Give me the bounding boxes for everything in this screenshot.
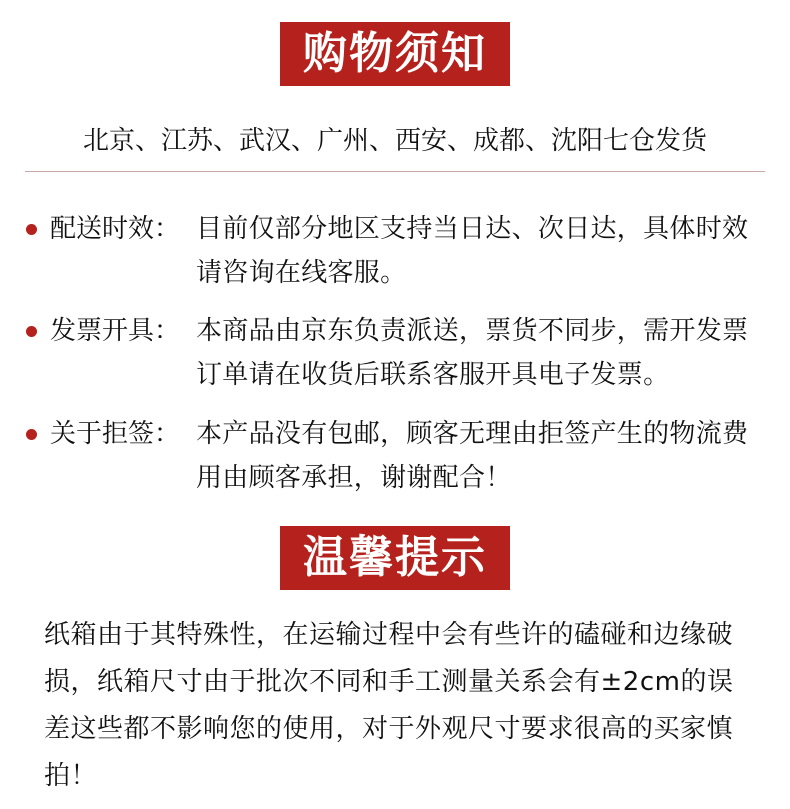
notice-item-text: 本商品由京东负责派送，票货不同步，需开发票订单请在收货后联系客服开具电子发票。 — [196, 316, 749, 390]
friendly-reminder-banner: 温馨提示 — [280, 526, 510, 590]
notice-item-label: 发票开具： — [50, 316, 181, 346]
notice-item-text: 目前仅部分地区支持当日达、次日达，具体时效请咨询在线客服。 — [196, 214, 749, 288]
bullet-dot-icon — [26, 429, 37, 440]
reminder-text: 纸箱由于其特殊性，在运输过程中会有些许的磕碰和边缘破损，纸箱尺寸由于批次不同和手工测量关系会有±2cm的误差这些都不影响您的使用，对于外观尺寸要求很高的买家慎拍！ — [44, 620, 734, 791]
bullet-dot-icon — [26, 224, 37, 235]
divider — [25, 171, 765, 172]
notice-item-label: 配送时效： — [50, 214, 181, 244]
warehouse-shipping-line: 北京、江苏、武汉、广州、西安、成都、沈阳七仓发货 — [82, 126, 707, 156]
notice-item-label: 关于拒签： — [50, 419, 181, 449]
purchase-notice-banner: 购物须知 — [280, 22, 510, 86]
notice-item-text: 本产品没有包邮，顾客无理由拒签产生的物流费用由顾客承担，谢谢配合！ — [196, 419, 749, 493]
bullet-dot-icon — [26, 326, 37, 337]
